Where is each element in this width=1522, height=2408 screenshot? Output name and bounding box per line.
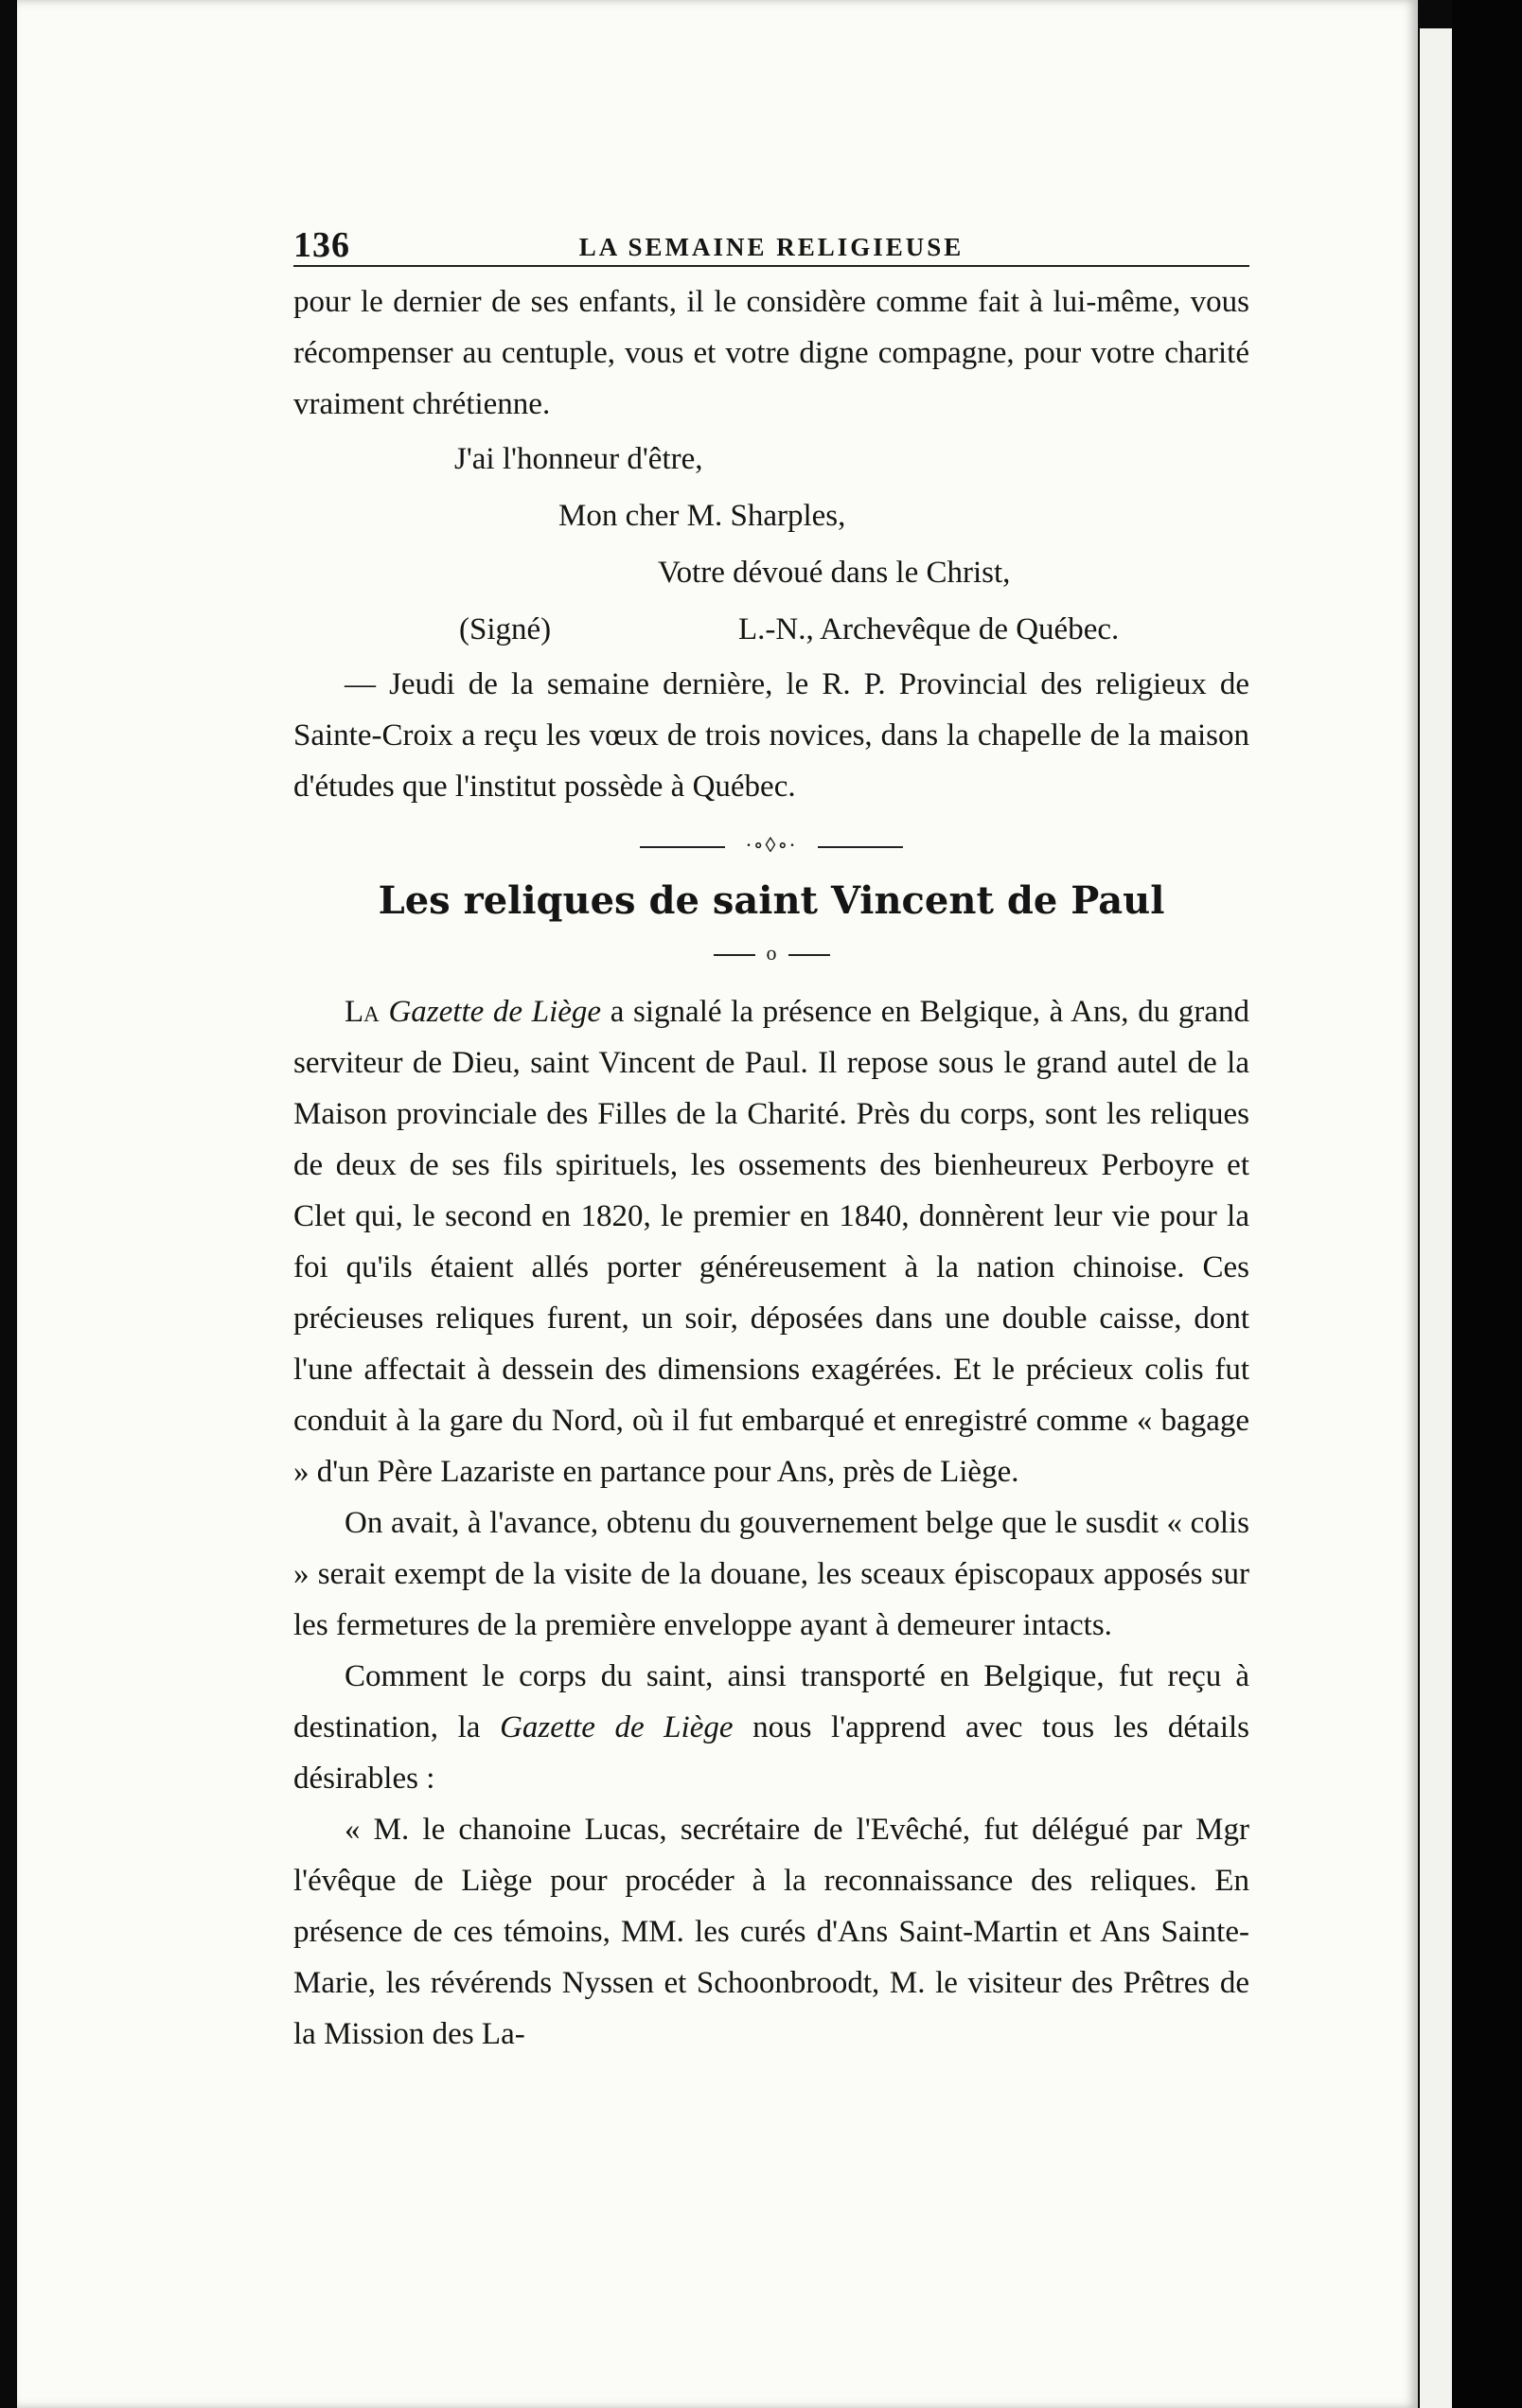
section-separator xyxy=(293,831,1249,859)
running-head xyxy=(293,208,1249,267)
article-paragraph-1 xyxy=(293,986,1249,1497)
paragraph-3-rest: nous l'apprend avec tous les détails désirables : xyxy=(293,1710,1249,1796)
title-rule-right xyxy=(788,954,830,956)
paragraph-1-rest: a signalé la présence en Belgique, à Ans, du grand serviteur de Dieu, saint Vincent de Paul. Il repose sous le grand autel de la Maison provinciale des Filles de la Charité. Près du corps, sont les reliques de deux de ses fils spirituels, les ossements des bienheureux Perboyre et Clet qui, le second en 1820, le premier en 1840, donnèrent leur vie pour la foi qu'ils étaient allés porter généreusement à la nation chinoise. Ces précieuses reliques furent, un soir, déposées dans une double caisse, dont l'une affectait à dessein des dimensions exagérées. Et le précieux colis fut conduit à la gare du Nord, où il fut embarqué et enregistré comme « bagage » d'un Père Lazariste en partance pour Ans, près de Liège. xyxy=(293,995,1250,1489)
article-title: Les reliques de saint Vincent de Paul xyxy=(378,878,1165,923)
article-paragraph-4: « M. le chanoine Lucas, secrétaire de l'Evêché, fut délégué par Mgr l'évêque de Liège pour procéder à la reconnaissance des reliques. En présence de ces témoins, MM. les curés d'Ans Saint-Martin et Ans Sainte-Marie, les révérends Nyssen et Schoonbroodt, M. le visiteur des Prêtres de la Mission des La- xyxy=(293,1813,1249,2051)
signature: L.-N., Archevêque de Québec. xyxy=(738,612,1120,646)
news-item-paragraph: — Jeudi de la semaine dernière, le R. P. Provincial des religieux de Sainte-Croix a reçu les vœux de trois novices, dans la chapelle de la maison d'études que l'institut possède à Québec. xyxy=(293,667,1249,804)
separator-rule-right xyxy=(818,846,903,848)
adjacent-page-edge xyxy=(1420,28,1452,2408)
salutation-line-1: J'ai l'honneur d'être, xyxy=(454,442,703,476)
signature-row xyxy=(293,604,1249,659)
separator-rule-left xyxy=(640,846,725,848)
scan-border xyxy=(1452,0,1522,2408)
paragraph-1-start: La xyxy=(345,995,380,1029)
article-paragraph-2: On avait, à l'avance, obtenu du gouvernement belge que le susdit « colis » serait exempt de la visite de la douane, les sceaux épiscopaux apposés sur les fermetures de la première enveloppe ayant à demeurer intacts. xyxy=(293,1506,1249,1642)
page-number: 136 xyxy=(293,225,350,265)
title-rule-left xyxy=(714,954,755,956)
letter-closing-paragraph: pour le dernier de ses enfants, il le considère comme fait à lui-même, vous récompenser au centuple, vous et votre digne compagne, pour votre charité vraiment chrétienne. xyxy=(293,285,1249,421)
separator-ornament: ∙∘◊∘∙ xyxy=(746,833,797,857)
salutation-line-2: Mon cher M. Sharples, xyxy=(558,499,846,533)
salutation-line-3: Votre dévoué dans le Christ, xyxy=(658,556,1011,590)
book-page xyxy=(17,0,1418,2408)
journal-title: LA SEMAINE RELIGIEUSE xyxy=(578,233,965,261)
title-separator xyxy=(293,937,1249,969)
article-paragraph-3 xyxy=(293,1651,1249,1804)
signed-label: (Signé) xyxy=(459,612,552,646)
page-content xyxy=(293,208,1249,2060)
title-ornament: o xyxy=(766,941,777,965)
gazette-title-2: Gazette de Liège xyxy=(500,1710,734,1744)
gazette-title-1: Gazette de Liège xyxy=(388,995,602,1029)
paragraph-3-start: Comment le corps du saint, ainsi transporté en Belgique, fut reçu à destination, la xyxy=(293,1659,1249,1744)
